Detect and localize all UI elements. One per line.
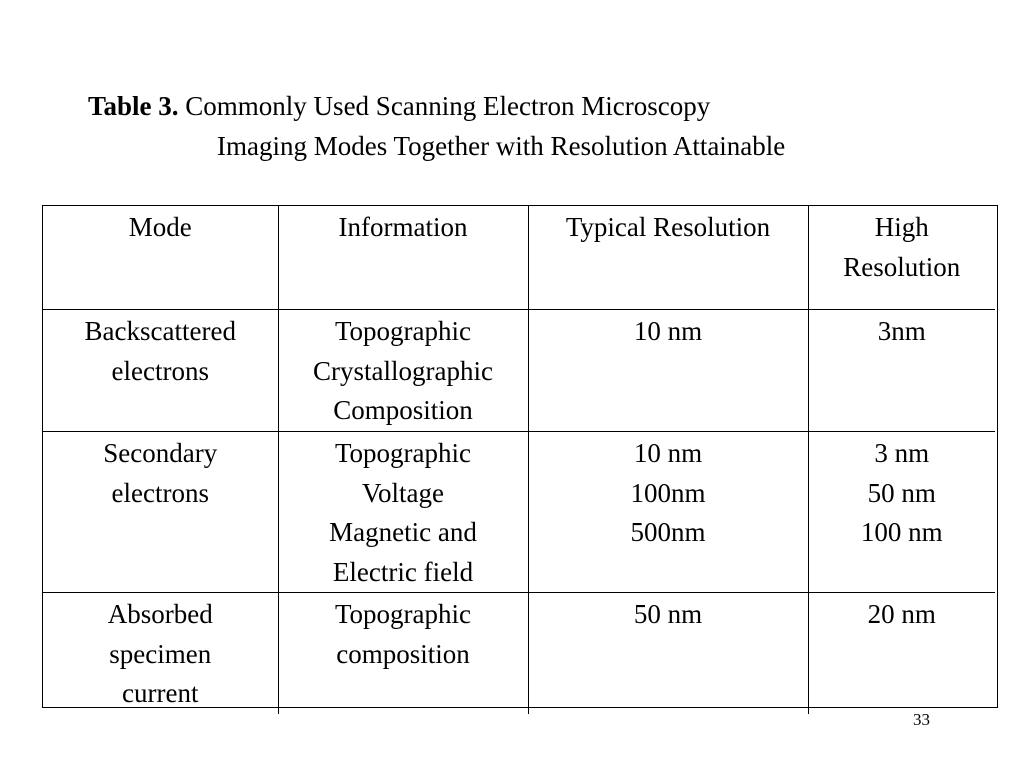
caption-title-line-2: Imaging Modes Together with Resolution Attainable xyxy=(217,131,786,161)
caption-title-line-1: Commonly Used Scanning Electron Microscopy xyxy=(185,91,711,121)
cell-typical-resolution: 10 nm xyxy=(528,310,808,432)
header-mode: Mode xyxy=(43,206,278,310)
cell-high-resolution: 3 nm 50 nm 100 nm xyxy=(808,432,995,593)
cell-high-resolution: 3nm xyxy=(808,310,995,432)
table-caption xyxy=(88,86,785,166)
cell-mode: Absorbed specimen current xyxy=(107,599,213,708)
table-frame xyxy=(42,205,998,708)
caption-label: Table 3. xyxy=(88,91,179,121)
table-header-row xyxy=(43,206,995,310)
cell-information: Topographic composition xyxy=(278,593,528,714)
table-row xyxy=(43,432,995,593)
cell-mode: Backscattered electrons xyxy=(43,310,278,432)
table-row xyxy=(43,593,995,714)
page-number: 33 xyxy=(913,710,930,729)
cell-mode: Secondary electrons xyxy=(43,432,278,593)
cell-information: Topographic Voltage Magnetic and Electric field xyxy=(278,432,528,593)
cell-typical-resolution: 10 nm 100nm 500nm xyxy=(528,432,808,593)
header-typical-resolution: Typical Resolution xyxy=(528,206,808,310)
sem-imaging-modes-table xyxy=(43,206,995,714)
header-information: Information xyxy=(278,206,528,310)
cell-high-resolution: 20 nm xyxy=(808,593,995,714)
header-high-resolution: High Resolution xyxy=(808,206,995,310)
table-row xyxy=(43,310,995,432)
cell-information: Topographic Crystallographic Composition xyxy=(278,310,528,432)
cell-typical-resolution: 50 nm xyxy=(528,593,808,714)
